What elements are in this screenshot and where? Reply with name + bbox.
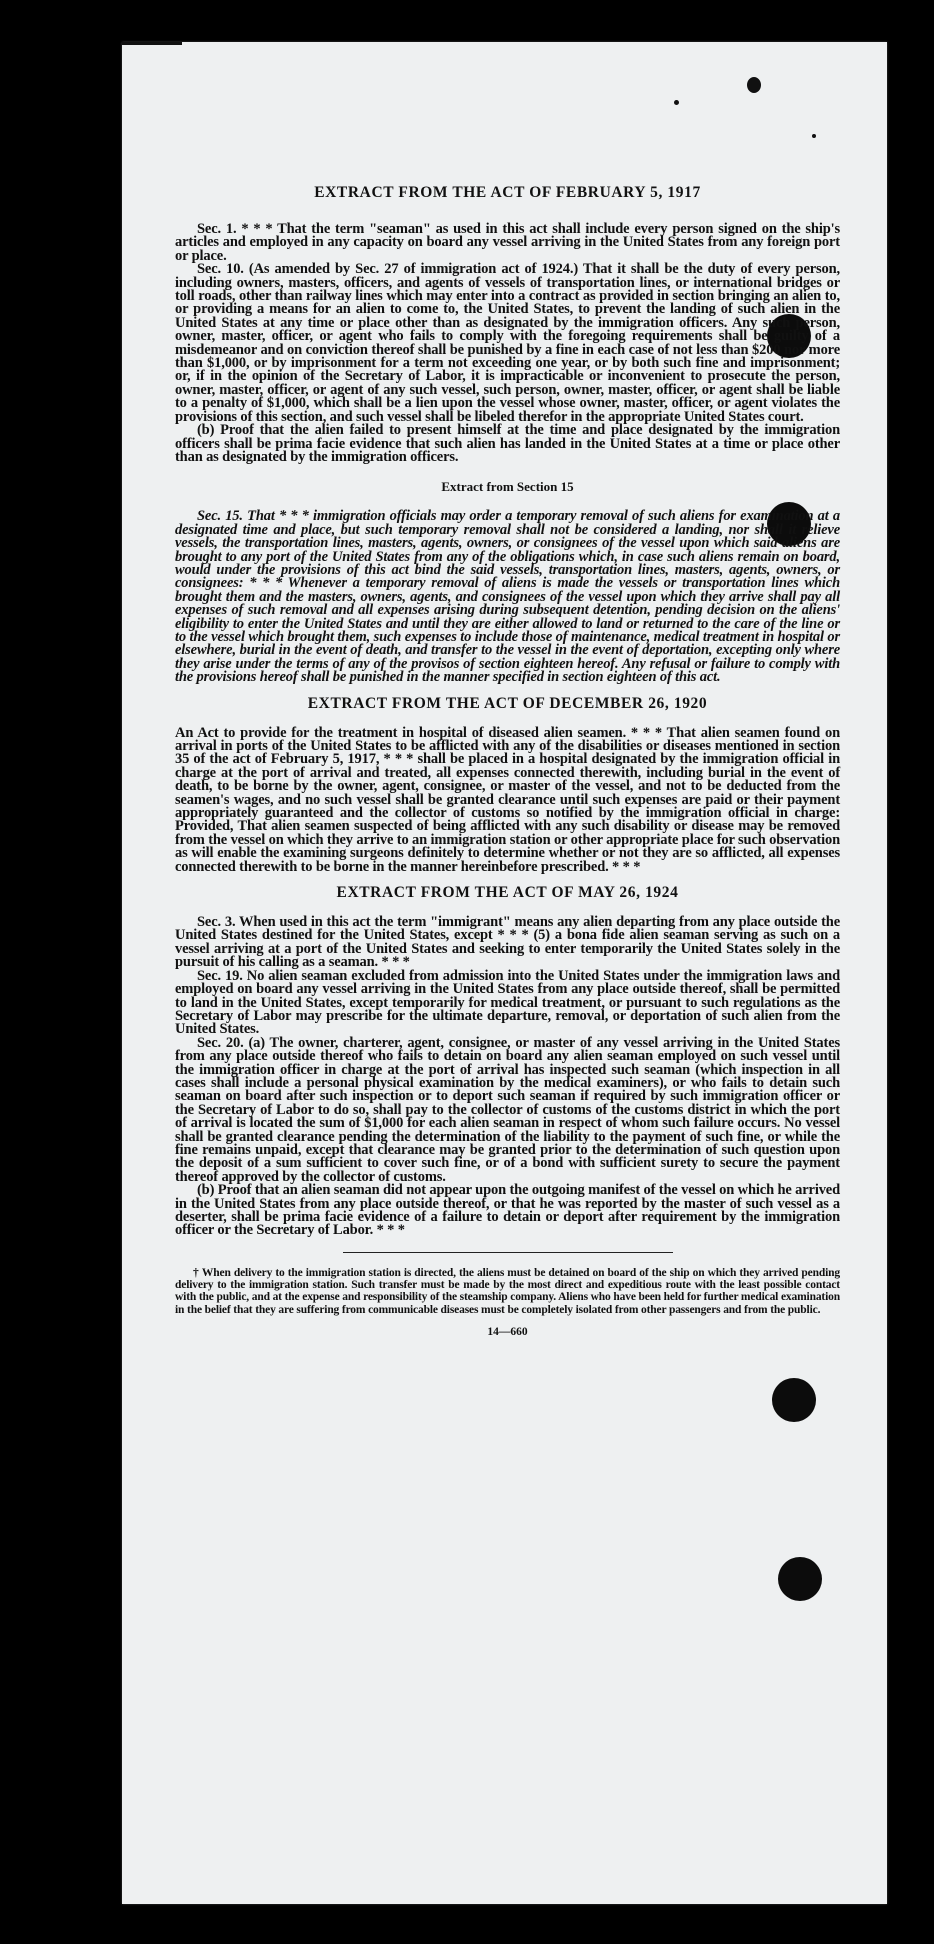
document-body xyxy=(175,184,840,1338)
ink-speck xyxy=(122,42,182,45)
document-page xyxy=(122,42,887,1904)
punch-hole xyxy=(772,1378,816,1422)
ink-speck xyxy=(747,77,761,93)
section-19: Sec. 19. No alien seaman excluded from admission into the United States under the immigration laws and employed on board any vessel arriving in the United States from any place outside thereof, shall be permitted to land in the United States, except temporarily for medical treatment, or pursuant to such regulations as the Secretary of Labor may prescribe for the ultimate departure, removal, or deportation of such alien from the United States. xyxy=(175,967,840,1038)
form-number: 14—660 xyxy=(487,1326,528,1338)
section-3: Sec. 3. When used in this act the term "immigrant" means any alien departing from any place outside the United States destined for the United States, except * * * (5) a bona fide alien seaman serving as such on a vessel arriving at a port of the United States and seeking to enter temporarily the United States solely in the pursuit of his calling as a seaman. * * * xyxy=(175,914,840,971)
ink-speck xyxy=(812,134,816,138)
act-1920-text: An Act to provide for the treatment in hospital of diseased alien seamen. * * * That alien seamen found on arrival in ports of the United States to be afflicted with any of the disabilities or diseases mentioned in section 35 of the act of February 5, 1917, * * * shall be placed in a hospital designated by the immigration official in charge at the port of arrival and treated, all expenses connected therewith, including burial in the event of death, to be borne by the owner, agent, consignee, or master of the vessel, and not to be deducted from the seamen's wages, and no such vessel shall be granted clearance until such expenses are paid or their payment appropriately guaranteed and the collector of customs so notified by the immigration official in charge: Provided, That alien seamen suspected of being afflicted with any such disability or disease may be removed from the vessel on which they arrive to an immigration station or other appropriate place for such observation as will enable the examining surgeons definitely to determine whether or not they are so afflicted, all expenses connected therewith to be borne in the manner hereinbefore prescribed. * * * xyxy=(175,724,840,875)
section-10: Sec. 10. (As amended by Sec. 27 of immigration act of 1924.) That it shall be the duty of every person, including owners, masters, officers, and agents of vessels of transportation lines, or international bridges or toll roads, other than railway lines which may enter into a contract as provided in section bringing an alien to, or providing a means for an alien to come to, the United States, to prevent the landing of such alien in the United States at any time or place other than as designated by the immigration officers. Any such person, owner, master, officer, or agent who fails to comply with the foregoing requirements shall be guilty of a misdemeanor and on conviction thereof shall be punished by a fine in each case of not less than $200 nor more than $1,000, or by imprisonment for a term not exceeding one year, or by both such fine and imprisonment; or, if in the opinion of the Secretary of Labor, it is impracticable or inconvenient to prosecute the person, owner, master, officer, or agent of any such vessel, such person, owner, master, officer, or agent shall be liable to a penalty of $1,000, which shall be a lien upon the vessel whose owner, master, officer, or agent violates the provisions of this section, and such vessel shall be libeled therefor in the appropriate United States court. xyxy=(175,261,840,425)
heading-act-1917: EXTRACT FROM THE ACT OF FEBRUARY 5, 1917 xyxy=(314,184,701,201)
section-20-b: (b) Proof that an alien seaman did not appear upon the outgoing manifest of the vessel on which he arrived in the United States from any place outside thereof, or that he was reported by the master of such vessel as a deserter, shall be prima facie evidence of a failure to detain or deport after requirement by the immigration officer or the Secretary of Labor. * * * xyxy=(175,1182,840,1239)
punch-hole xyxy=(778,1557,822,1601)
heading-section-15: Extract from Section 15 xyxy=(441,479,574,495)
section-20-a: Sec. 20. (a) The owner, charterer, agent, consignee, or master of any vessel arriving in the United States from any place outside thereof who fails to detain on board any alien seaman employed on such vessel until the immigration officer in charge at the port of arrival has inspected such seaman (which inspection in all cases shall include a personal physical examination by the medical examiners), or who fails to detain such seaman on board after such inspection or to deport such seaman if required by such immigration officer or the Secretary of Labor to do so, shall pay to the collector of customs of the customs district in which the port of arrival is located the sum of $1,000 for each alien seaman in respect of whom such failure occurs. No vessel shall be granted clearance pending the determination of the liability to the payment of such fine, or while the fine remains unpaid, except that clearance may be granted prior to the determination of such question upon the deposit of a sum sufficient to cover such fine, or of a bond with sufficient surety to secure the payment thereof approved by the collector of customs. xyxy=(175,1034,840,1185)
section-10-b: (b) Proof that the alien failed to present himself at the time and place designated by the immigration officers shall be prima facie evidence that such alien has landed in the United States at a time or place other than as designated by the immigration officers. xyxy=(175,422,840,465)
heading-act-1920: EXTRACT FROM THE ACT OF DECEMBER 26, 1920 xyxy=(307,694,708,712)
heading-act-1924: EXTRACT FROM THE ACT OF MAY 26, 1924 xyxy=(336,884,679,902)
ink-speck xyxy=(674,100,679,105)
section-1: Sec. 1. * * * That the term "seaman" as used in this act shall include every person signed on the ship's articles and employed in any capacity on board any vessel arriving in the United States from any foreign port or place. xyxy=(175,221,840,264)
footnote: † When delivery to the immigration station is directed, the aliens must be detained on board of the ship on which they arrived pending delivery to the immigration station. Such transfer must be made by the most direct and expeditious route with the least possible contact with the public, and at the expense and responsibility of the steamship company. Aliens who have been held for further medical examination in the belief that they are suffering from communicable diseases must be completely isolated from other passengers and from the public. xyxy=(175,1266,840,1316)
section-15: Sec. 15. That * * * immigration officials may order a temporary removal of such aliens for examination at a designated time and place, but such temporary removal shall not be considered a landing, nor shall it relieve vessels, the transportation lines, masters, agents, owners, or consignees of the vessel upon which said aliens are brought to any port of the United States from any of the obligations which, in case such aliens remain on board, would under the provisions of this act bind the said vessels, transportation lines, masters, agents, owners, or consignees: * * * Whenever a temporary removal of aliens is made the vessels or transportation lines which brought them and the masters, owners, agents, and consignees of the vessel upon which they arrive shall pay all expenses of such removal and all expenses arising during subsequent detention, pending decision on the aliens' eligibility to enter the United States and until they are either allowed to land or returned to the care of the line or to the vessel which brought them, such expenses to include those of maintenance, medical treatment in hospital or elsewhere, burial in the event of death, and transfer to the vessel in the event of deportation, excepting only where they arise under the terms of any of the provisos of section eighteen hereof. Any refusal or failure to comply with the provisions hereof shall be punished in the manner specified in section eighteen of this act. xyxy=(175,508,840,686)
